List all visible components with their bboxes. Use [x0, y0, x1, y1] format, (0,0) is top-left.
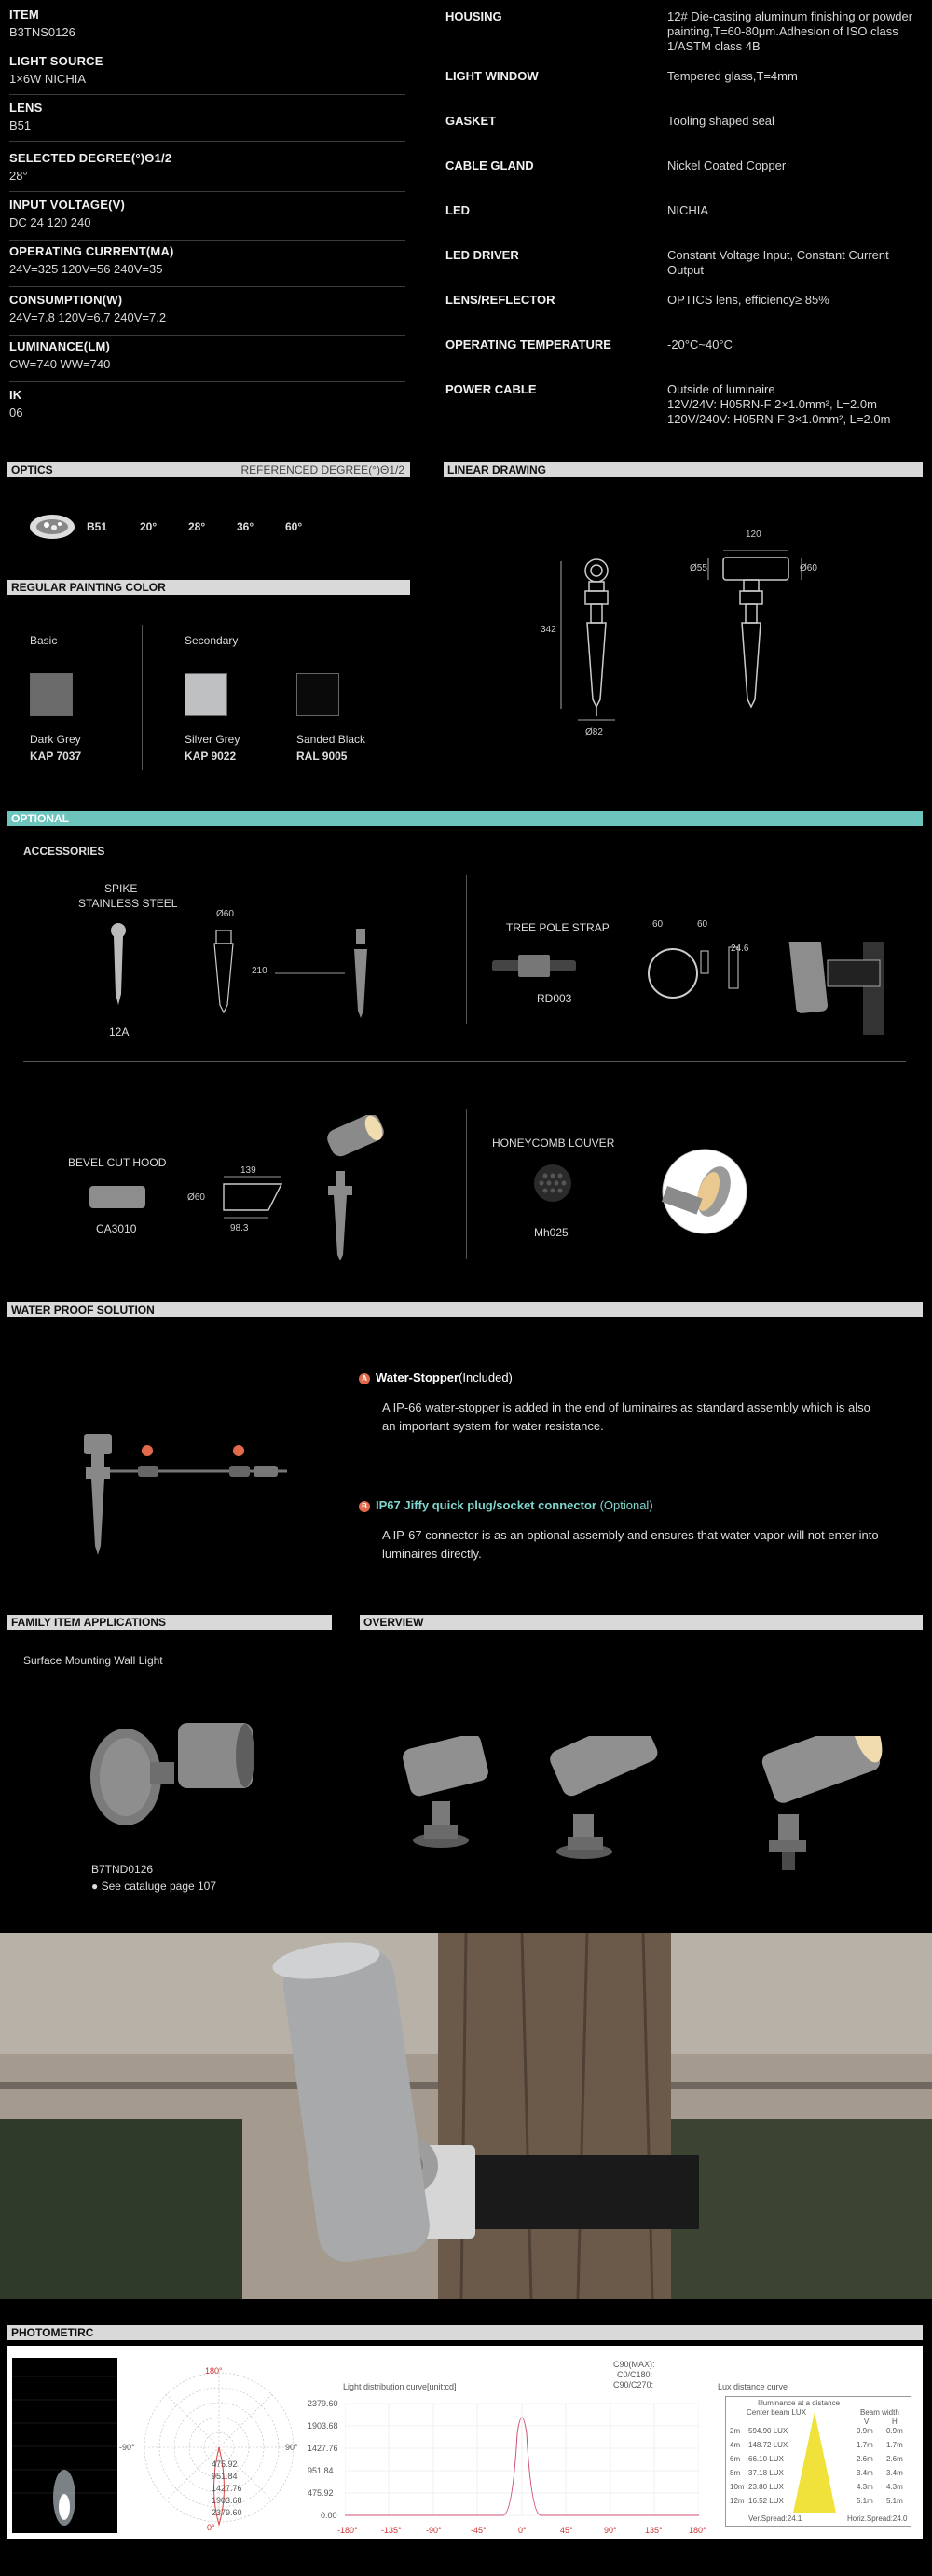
accessories-title: ACCESSORIES: [23, 845, 105, 858]
hood-d1: 139: [240, 1165, 256, 1176]
lux-col2: Beam width: [860, 2408, 899, 2417]
spec-row: [9, 198, 405, 241]
spec-label: HOUSING: [445, 9, 502, 23]
strap-code: RD003: [537, 992, 572, 1005]
lux-distance: 2m: [730, 2427, 741, 2435]
hood-code: CA3010: [96, 1222, 137, 1235]
lux-width-h: 0.9m: [886, 2427, 903, 2435]
lux-distance: 8m: [730, 2469, 741, 2477]
divider: [23, 1061, 906, 1062]
lux-distance: 4m: [730, 2441, 741, 2449]
family-code: B7TND0126: [91, 1863, 154, 1876]
lux-value: 23.80 LUX: [748, 2483, 784, 2491]
spec-value: 12# Die-casting aluminum finishing or powder painting,T=60-80μm.Adhesion of ISO class 1/ASTM class 4B: [667, 9, 913, 53]
spec-label: INPUT VOLTAGE(V): [9, 198, 126, 212]
color-name: Sanded Black: [296, 733, 366, 746]
spec-row: [9, 7, 405, 48]
spec-value: DC 24 120 240: [9, 215, 91, 229]
hood-d2: Ø60: [187, 1192, 205, 1203]
lux-width-h: 4.3m: [886, 2483, 903, 2491]
spec-value: Tooling shaped seal: [667, 114, 774, 128]
photometric-title: PHOTOMETIRC: [11, 2326, 94, 2339]
lux-col1: Center beam LUX: [747, 2408, 807, 2417]
waterproof-a-title: Water-Stopper: [376, 1371, 459, 1384]
family-subtitle: Surface Mounting Wall Light: [23, 1654, 163, 1667]
tree-mounted-photo: [0, 1933, 932, 2299]
spike-length: 210: [252, 966, 267, 976]
x-tick: -135°: [381, 2526, 402, 2535]
hood-drawing: [86, 1115, 384, 1264]
lux-width-h: 2.6m: [886, 2455, 903, 2463]
polar-top: 180°: [205, 2366, 223, 2376]
spec-value: Nickel Coated Copper: [667, 158, 787, 172]
overview-images: [387, 1736, 909, 1871]
spec-value: Tempered glass,T=4mm: [667, 69, 798, 83]
linear-drawing: [541, 550, 895, 746]
lux-header: Illuminance at a distance: [758, 2399, 841, 2407]
beam-image: [12, 2358, 117, 2533]
spec-label: CABLE GLAND: [445, 158, 534, 172]
optional-title: OPTIONAL: [11, 812, 69, 825]
painting-secondary-label: Secondary: [185, 634, 239, 647]
spec-value: B3TNS0126: [9, 25, 75, 39]
photometric-header: [7, 2325, 923, 2340]
spec-row: [9, 151, 405, 192]
lux-width-v: 2.6m: [857, 2455, 873, 2463]
color-code: KAP 7037: [30, 750, 82, 763]
x-tick: -45°: [471, 2526, 487, 2535]
waterproof-b-suffix: (Optional): [596, 1498, 653, 1512]
dim-height: 342: [541, 625, 556, 635]
spec-row: [9, 101, 405, 142]
lux-spread-h: Horiz.Spread:24.0: [847, 2514, 908, 2523]
photo-scene: [0, 1933, 932, 2299]
x-tick: 180°: [689, 2526, 706, 2535]
curve-title: Light distribution curve[unit:cd]: [343, 2382, 457, 2391]
divider: [466, 875, 467, 1024]
strap-d2: 60: [697, 919, 708, 930]
x-tick: -180°: [337, 2526, 358, 2535]
spike-subtitle: STAINLESS STEEL: [78, 897, 178, 910]
spike-code: 12A: [109, 1026, 130, 1039]
optics-degree: 60°: [285, 520, 303, 533]
spec-value: B51: [9, 118, 32, 132]
y-tick: 2379.60: [308, 2399, 338, 2408]
spec-label: LENS/REFLECTOR: [445, 293, 555, 307]
painting-title: REGULAR PAINTING COLOR: [11, 581, 166, 594]
x-tick: 90°: [604, 2526, 617, 2535]
waterproof-a-suffix: (Included): [459, 1371, 513, 1384]
legend-c90: C90/C270:: [613, 2380, 654, 2390]
divider: [142, 625, 143, 770]
spec-value: Constant Voltage Input, Constant Current Output: [667, 248, 889, 277]
color-swatch-sanded-black: [296, 673, 339, 716]
optics-degree: 36°: [237, 520, 254, 533]
divider: [466, 1109, 467, 1259]
spec-value: 06: [9, 406, 23, 420]
x-tick: -90°: [426, 2526, 442, 2535]
y-tick: 1427.76: [308, 2444, 338, 2453]
lux-value: 594.90 LUX: [748, 2427, 788, 2435]
spec-value: Outside of luminaire 12V/24V: H05RN-F 2×1.0mm², L=2.0m 120V/240V: H05RN-F 3×1.0mm², L=2.0m: [667, 382, 891, 426]
x-tick: 45°: [560, 2526, 573, 2535]
lux-width-h: 5.1m: [886, 2497, 903, 2505]
overview-header: [360, 1615, 923, 1630]
overview-title: OVERVIEW: [363, 1616, 424, 1629]
painting-header: [7, 580, 410, 595]
spike-title: SPIKE: [104, 882, 138, 895]
polar-value: 951.84: [212, 2472, 238, 2481]
louver-title: HONEYCOMB LOUVER: [492, 1136, 615, 1150]
linear-drawing-header: [444, 462, 923, 477]
spec-value: -20°C~40°C: [667, 337, 733, 351]
lux-distance: 10m: [730, 2483, 745, 2491]
louver-code: Mh025: [534, 1226, 569, 1239]
lux-h: H: [892, 2418, 898, 2426]
lux-table: [725, 2396, 911, 2527]
polar-bottom: 0°: [207, 2523, 215, 2532]
optics-degree: 28°: [188, 520, 206, 533]
hood-title: BEVEL CUT HOOD: [68, 1156, 167, 1169]
badge-a-icon: A: [359, 1373, 370, 1384]
hood-d3: 98.3: [230, 1223, 249, 1233]
x-tick: 0°: [518, 2526, 527, 2535]
lux-distance: 12m: [730, 2497, 745, 2505]
polar-left: -90°: [119, 2443, 135, 2452]
polar-value: 1903.68: [212, 2496, 242, 2505]
spec-value: NICHIA: [667, 203, 709, 217]
waterproof-b-title: IP67 Jiffy quick plug/socket connector: [376, 1498, 596, 1512]
spec-value: 24V=7.8 120V=6.7 240V=7.2: [9, 310, 167, 324]
lux-width-h: 1.7m: [886, 2441, 903, 2449]
lux-title: Lux distance curve: [718, 2382, 788, 2391]
polar-right: 90°: [285, 2443, 298, 2452]
spec-row: [9, 339, 405, 382]
lux-width-v: 5.1m: [857, 2497, 873, 2505]
waterproof-b-text: A IP-67 connector is as an optional assembly and ensures that water vapor will not enter into luminaires directly.: [382, 1528, 879, 1561]
painting-basic-label: Basic: [30, 634, 58, 647]
y-tick: 0.00: [321, 2511, 337, 2520]
optional-header: [7, 811, 923, 826]
optics-lens: B51: [87, 520, 108, 533]
spec-label: LENS: [9, 101, 43, 115]
color-code: KAP 9022: [185, 750, 237, 763]
dim-right-dia: Ø60: [800, 563, 817, 573]
polar-value: 1427.76: [212, 2484, 242, 2493]
lux-v: V: [864, 2418, 870, 2426]
family-title: FAMILY ITEM APPLICATIONS: [11, 1616, 167, 1629]
lux-value: 66.10 LUX: [748, 2455, 784, 2463]
linear-drawing-title: LINEAR DRAWING: [447, 463, 546, 476]
y-tick: 1903.68: [308, 2421, 338, 2431]
y-tick: 475.92: [308, 2488, 334, 2498]
color-name: Dark Grey: [30, 733, 81, 746]
waterproof-a: [359, 1371, 513, 1384]
lux-spread-v: Ver.Spread:24.1: [748, 2514, 802, 2523]
spec-value: OPTICS lens, efficiency≥ 85%: [667, 293, 829, 307]
spec-label: SELECTED DEGREE(°)Θ1/2: [9, 151, 172, 165]
family-note: ● See cataluge page 107: [91, 1880, 217, 1893]
waterproof-title: WATER PROOF SOLUTION: [11, 1303, 155, 1316]
spike-drawing: [93, 921, 373, 1024]
lens-icon: [28, 511, 76, 543]
spec-value: 24V=325 120V=56 240V=35: [9, 262, 163, 276]
spec-label: LIGHT SOURCE: [9, 54, 103, 68]
spec-label: LIGHT WINDOW: [445, 69, 539, 83]
optics-referenced-label: REFERENCED DEGREE(°)Θ1/2: [240, 463, 404, 476]
spec-value: CW=740 WW=740: [9, 357, 111, 371]
lux-width-v: 3.4m: [857, 2469, 873, 2477]
optics-header: [7, 462, 410, 477]
spec-label: OPERATING TEMPERATURE: [445, 337, 611, 351]
lux-value: 148.72 LUX: [748, 2441, 788, 2449]
dim-left-dia: Ø55: [690, 563, 707, 573]
spec-label: POWER CABLE: [445, 382, 537, 396]
spec-label: LED: [445, 203, 470, 217]
spec-row: [9, 54, 405, 95]
spec-label: LED DRIVER: [445, 248, 519, 262]
polar-value: 475.92: [212, 2459, 238, 2469]
optics-title: OPTICS: [11, 463, 53, 476]
legend-c90max: C90(MAX):: [613, 2360, 655, 2369]
strap-d1: 60: [652, 919, 664, 930]
spec-label: IK: [9, 388, 22, 402]
lux-value: 16.52 LUX: [748, 2497, 784, 2505]
distribution-curve-chart: [345, 2396, 699, 2525]
spec-row: [9, 293, 405, 336]
lux-width-h: 3.4m: [886, 2469, 903, 2477]
waterproof-b: [359, 1498, 653, 1512]
spec-label: LUMINANCE(LM): [9, 339, 111, 353]
lux-value: 37.18 LUX: [748, 2469, 784, 2477]
optics-degree: 20°: [140, 520, 158, 533]
color-name: Silver Grey: [185, 733, 240, 746]
badge-b-icon: B: [359, 1501, 370, 1512]
spec-row: [9, 388, 405, 431]
color-swatch-dark-grey: [30, 673, 73, 716]
honeycomb-icon: [531, 1162, 574, 1205]
strap-d3: 24.6: [731, 944, 749, 954]
spec-label: CONSUMPTION(W): [9, 293, 123, 307]
dim-width: 120: [746, 530, 761, 540]
lux-width-v: 4.3m: [857, 2483, 873, 2491]
wall-light-image: [89, 1714, 256, 1835]
polar-value: 2379.60: [212, 2508, 242, 2517]
waterproof-drawing: [73, 1434, 334, 1564]
dim-base: Ø82: [585, 727, 603, 737]
lux-width-v: 1.7m: [857, 2441, 873, 2449]
spike-dia: Ø60: [216, 909, 234, 919]
x-tick: 135°: [645, 2526, 663, 2535]
spec-value: 1×6W NICHIA: [9, 72, 86, 86]
strap-title: TREE POLE STRAP: [506, 921, 610, 934]
spec-label: GASKET: [445, 114, 497, 128]
family-header: [7, 1615, 332, 1630]
color-swatch-silver-grey: [185, 673, 227, 716]
waterproof-a-text: A IP-66 water-stopper is added in the end of luminaires as standard assembly which is also an important system for water resistance.: [382, 1400, 870, 1433]
louver-lamp-icon: [658, 1145, 751, 1238]
spec-label: OPERATING CURRENT(MA): [9, 244, 174, 258]
y-tick: 951.84: [308, 2466, 334, 2475]
legend-c0: C0/C180:: [617, 2370, 653, 2379]
lux-width-v: 0.9m: [857, 2427, 873, 2435]
waterproof-header: [7, 1302, 923, 1317]
spec-label: ITEM: [9, 7, 39, 21]
lux-distance: 6m: [730, 2455, 741, 2463]
spec-row: [9, 244, 405, 287]
lux-cone: [791, 2412, 838, 2513]
spec-value: 28°: [9, 169, 28, 183]
color-code: RAL 9005: [296, 750, 348, 763]
